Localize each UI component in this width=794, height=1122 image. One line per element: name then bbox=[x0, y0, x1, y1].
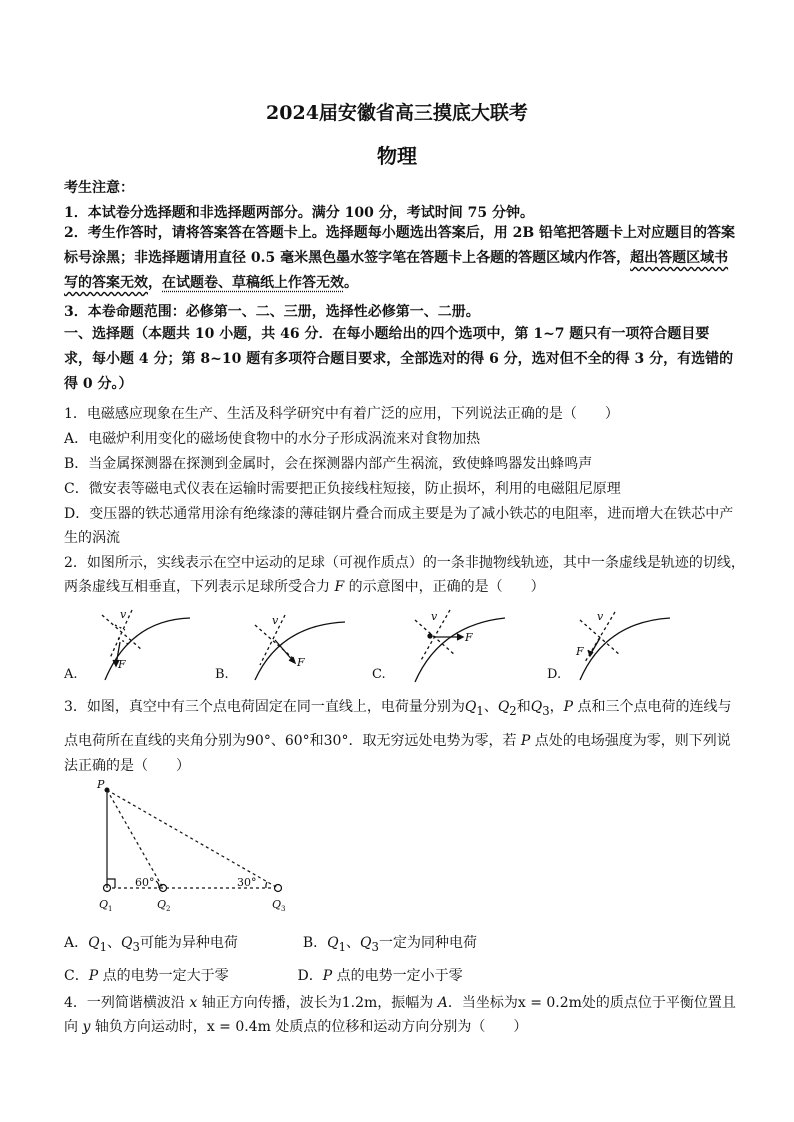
q3-stem-1a: 3．如图，真空中有三个点电荷固定在同一直线上，电荷量分别为 bbox=[64, 699, 465, 715]
q4-eq2: x = 0.4m bbox=[206, 1019, 271, 1035]
q3-figure bbox=[90, 778, 300, 918]
q2-figures bbox=[60, 600, 740, 685]
q3-option-d-text: 点的电势一定小于零 bbox=[332, 968, 463, 984]
q3-options-ab bbox=[64, 933, 736, 957]
q3-fig-q3-sub: 3 bbox=[281, 905, 286, 913]
q2-stem-2 bbox=[64, 577, 736, 597]
q4-stem-2 bbox=[64, 1017, 736, 1037]
q3-option-b-sep: 、 bbox=[346, 935, 361, 951]
q3-stem-1 bbox=[64, 697, 736, 721]
q1-option-b: B．当金属探测器在探测到金属时，会在探测器内部产生祸流，致使蜂鸣器发出蜂鸣声 bbox=[64, 456, 593, 472]
q3-line-p-q3 bbox=[107, 790, 278, 888]
subject-title: 物理 bbox=[377, 144, 417, 168]
q2-stem-2b: 的示意图中，正确的是（ ） bbox=[344, 579, 545, 595]
q3-option-c-p: P bbox=[88, 968, 99, 984]
q3-q1: Q bbox=[464, 699, 477, 715]
q3-option-a-q3-sub: 3 bbox=[132, 939, 140, 954]
q3-option-a-sep: 、 bbox=[107, 935, 122, 951]
q3-fig-q1: Q bbox=[99, 898, 109, 911]
q2-force-symbol: F bbox=[334, 579, 345, 595]
q3-sep: 、 bbox=[483, 699, 498, 715]
q3-line-p-q2 bbox=[107, 790, 163, 888]
q1-option-d: D．变压器的铁芯通常用涂有绝缘漆的薄硅钢片叠合而成主要是为了减小铁芯的电阻率，进而增大在铁芯中产 bbox=[64, 506, 734, 522]
q3-fig-angle-60: 60° bbox=[135, 876, 155, 889]
q3-option-a-label: A． bbox=[64, 935, 89, 951]
q3-fig-p-label: P bbox=[97, 778, 105, 791]
q3-option-d-label: D． bbox=[297, 968, 323, 984]
exam-title: 2024届安徽省高三摸底大联考 bbox=[266, 102, 528, 124]
q2-a-v-label: v bbox=[120, 608, 127, 621]
q3-fig-q2-sub: 2 bbox=[166, 905, 171, 913]
q1-option-c: C．微安表等磁电式仪表在运输时需要把正负接线柱短接，防止损坏，利用的电磁阻尼原理 bbox=[64, 481, 621, 497]
q3-option-b-q1: Q bbox=[327, 935, 339, 951]
q3-stem-2a: 点电荷所在直线的夹角分别为90°、60°和30°．取无穷远处电势为零，若 bbox=[64, 733, 521, 749]
notice-item-3: 3．本卷命题范围：必修第一、二、三册，选择性必修第一、二册。 bbox=[64, 304, 480, 320]
q3-point-p bbox=[105, 788, 110, 793]
q3-q3-sub: 3 bbox=[542, 703, 550, 718]
q4-amplitude: A bbox=[437, 995, 448, 1011]
q3-stem-2 bbox=[64, 731, 736, 751]
q4-stem-1d: 处的质点位于平衡位置且 bbox=[581, 995, 736, 1011]
q3-q3: Q bbox=[530, 699, 543, 715]
q3-p: P bbox=[563, 699, 574, 715]
q3-fig-angle-30: 30° bbox=[237, 876, 257, 889]
notice-item-2-text: 2．考生作答时，请将答案答在答题卡上。选择题每小题选出答案后，用 2B 铅笔把答题卡上对应题目的答案标号涂黑；非选择题请用直径 0.5 毫米黑色墨水签字笔在答题卡上各题的答题区域内作答， bbox=[64, 225, 736, 266]
q2-label-c: C. bbox=[372, 667, 386, 682]
q3-option-b-q3-sub: 3 bbox=[371, 939, 379, 954]
q3-charge-q3 bbox=[275, 885, 282, 892]
q4-stem-1b: 轴正方向传播，波长为1.2m，振幅为 bbox=[197, 995, 438, 1011]
q2-c-trajectory bbox=[415, 618, 505, 682]
q3-fig-q2: Q bbox=[157, 898, 167, 911]
q3-q2-sub: 2 bbox=[509, 703, 517, 718]
q1-stem: 1．电磁感应现象在生产、生活及科学研究中有着广泛的应用，下列说法正确的是（ ） bbox=[64, 406, 619, 422]
q4-stem-2c: 处质点的位移和运动方向分别为（ ） bbox=[270, 1019, 528, 1035]
q2-stem-1: 2．如图所示，实线表示在空中运动的足球（可视作质点）的一条非抛物线轨迹，其中一条虚线是轨迹的切线， bbox=[64, 555, 745, 571]
q3-option-b-text: 一定为同种电荷 bbox=[378, 935, 477, 951]
q4-stem-1 bbox=[64, 993, 736, 1013]
q3-option-c-text: 点的电势一定大于零 bbox=[98, 968, 229, 984]
q4-stem-1c: ．当坐标为 bbox=[447, 995, 518, 1011]
q3-option-a-q1-sub: 1 bbox=[99, 939, 108, 954]
q4-x: x bbox=[189, 995, 198, 1011]
q3-stem-2b: 点处的电场强度为零，则下列说 bbox=[530, 733, 731, 749]
q2-b-f-label: F bbox=[297, 656, 305, 669]
q1-option-d-cont: 生的涡流 bbox=[64, 530, 120, 546]
section1-intro: 一、选择题（本题共 10 小题，共 46 分．在每小题给出的四个选项中，第 1~7 题只有一项符合题目要求，每小题 4 分；第 8~10 题有多项符合题目要求，全部选对的得 6 分，选对但不全的得 3 分，有选错的得 0 分。） bbox=[64, 326, 734, 392]
q2-d-f-label: F bbox=[576, 645, 584, 658]
q2-label-d: D. bbox=[547, 667, 562, 682]
q4-y: y bbox=[82, 1019, 91, 1035]
q3-q2: Q bbox=[497, 699, 510, 715]
q3-and: 和 bbox=[516, 699, 531, 715]
q3-comma: ， bbox=[549, 699, 564, 715]
q3-stem-1c: 点和三个点电荷的连线与 bbox=[573, 699, 732, 715]
q3-stem-2-p: P bbox=[520, 733, 531, 749]
q2-stem-2a: 两条虚线互相垂直，下列表示足球所受合力 bbox=[64, 579, 335, 595]
q2-b-trajectory bbox=[255, 622, 345, 680]
notice-heading: 考生注意： bbox=[64, 180, 134, 196]
notice-item-2-end: 。 bbox=[344, 275, 358, 291]
q3-options-cd bbox=[64, 966, 736, 986]
q3-q1-sub: 1 bbox=[476, 703, 484, 718]
q3-option-b-q3: Q bbox=[360, 935, 372, 951]
q2-label-a: A. bbox=[64, 667, 78, 682]
q4-eq1: x = 0.2m bbox=[517, 995, 582, 1011]
q4-stem-1a: 4．一列简谐横波沿 bbox=[64, 995, 190, 1011]
notice-item-1: 1．本试卷分选择题和非选择题两部分。满分 100 分，考试时间 75 分钟。 bbox=[64, 205, 534, 221]
notice-item-2-emph1: 超出答题区域书写的答案无效 bbox=[64, 250, 729, 291]
q3-option-b-q1-sub: 1 bbox=[338, 939, 347, 954]
q3-stem-3: 法正确的是（ ） bbox=[64, 758, 190, 774]
q4-stem-2b: 轴负方向运动时， bbox=[90, 1019, 207, 1035]
q2-a-f-label: F bbox=[118, 658, 126, 671]
q3-option-d-p: P bbox=[322, 968, 333, 984]
q3-option-a-text: 可能为异种电荷 bbox=[139, 935, 238, 951]
q4-stem-2a: 向 bbox=[64, 1019, 83, 1035]
q3-option-c-label: C． bbox=[64, 968, 89, 984]
q2-d-v-label: v bbox=[597, 610, 604, 623]
q3-option-b-label: B． bbox=[302, 935, 328, 951]
q2-b-v-label: v bbox=[272, 614, 279, 627]
q1-option-a: A．电磁炉利用变化的磁场使食物中的水分子形成涡流来对食物加热 bbox=[64, 431, 481, 447]
q2-c-v-label: v bbox=[431, 610, 438, 623]
q2-c-f-label: F bbox=[465, 631, 473, 644]
q2-label-b: B. bbox=[215, 667, 229, 682]
notice-item-2-emph2: 在试题卷、草稿纸上作答无效 bbox=[162, 275, 344, 291]
q3-fig-q3: Q bbox=[272, 898, 282, 911]
q3-fig-q1-sub: 1 bbox=[108, 905, 113, 913]
q3-option-a-q1: Q bbox=[88, 935, 100, 951]
notice-item-2-sep: ， bbox=[148, 275, 162, 291]
notice-item-2 bbox=[64, 221, 736, 296]
q3-option-a-q3: Q bbox=[121, 935, 133, 951]
